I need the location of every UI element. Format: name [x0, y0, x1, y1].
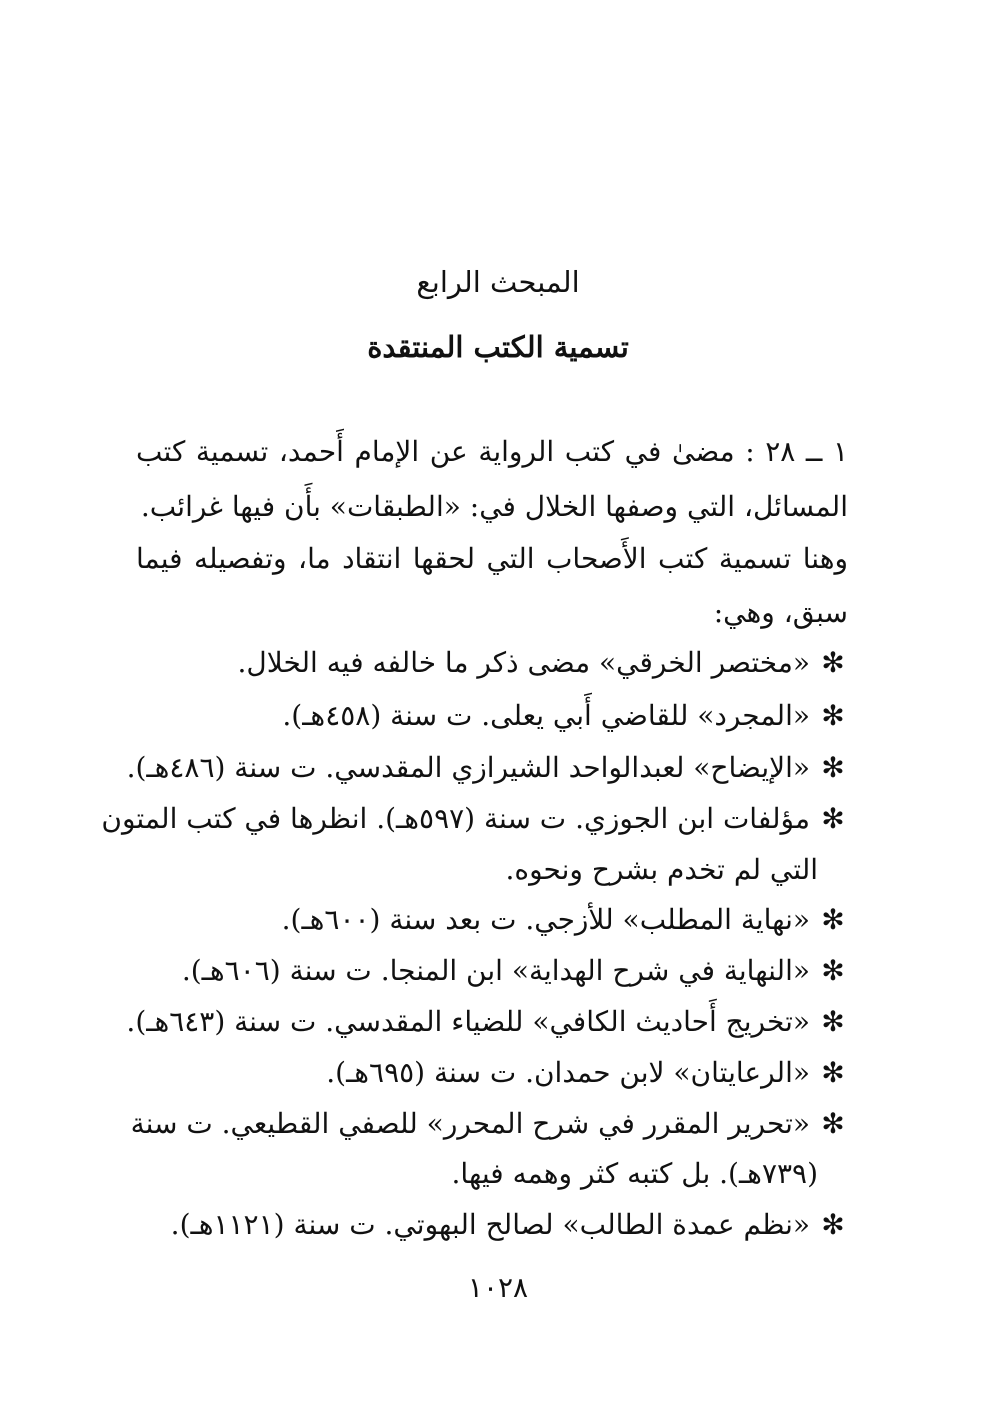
- asterisk-icon: ✻: [821, 954, 845, 987]
- list-item-text: «مختصر الخرقي» مضى ذكر ما خالفه فيه الخلال.: [237, 646, 810, 679]
- list-item-continuation: التي لم تخدم بشرح ونحوه.: [505, 853, 818, 886]
- list-item-text: «المجرد» للقاضي أَبي يعلى. ت سنة (٤٥٨هـ).: [282, 699, 810, 732]
- list-item: [130, 1104, 848, 1144]
- list-item: [126, 748, 848, 788]
- list-item-continuation: (٧٣٩هـ). بل كتبه كثر وهمه فيها.: [451, 1157, 818, 1190]
- asterisk-icon: ✻: [821, 751, 845, 784]
- asterisk-icon: ✻: [821, 1056, 845, 1089]
- list-item-text: «الإيضاح» لعبدالواحد الشيرازي المقدسي. ت سنة (٤٨٦هـ).: [126, 751, 810, 784]
- asterisk-icon: ✻: [821, 1107, 845, 1140]
- list-item-text: «الرعايتان» لابن حمدان. ت سنة (٦٩٥هـ).: [326, 1056, 810, 1089]
- list-item-text: «نهاية المطلب» للأزجي. ت بعد سنة (٦٠٠هـ).: [281, 903, 810, 936]
- list-item-text: «النهاية في شرح الهداية» ابن المنجا. ت سنة (٦٠٦هـ).: [181, 954, 810, 987]
- list-item: [136, 696, 848, 736]
- list-item-text: «تحرير المقرر في شرح المحرر» للصفي القطيعي. ت سنة: [130, 1107, 810, 1140]
- asterisk-icon: ✻: [821, 699, 845, 732]
- intro-line-4: سبق، وهي:: [713, 596, 848, 629]
- asterisk-icon: ✻: [821, 903, 845, 936]
- page-number: ١٠٢٨: [467, 1271, 529, 1304]
- list-item: [126, 1002, 848, 1042]
- list-item-text: مؤلفات ابن الجوزي. ت سنة (٥٩٧هـ). انظرها في كتب المتون: [101, 802, 810, 835]
- list-item: [101, 799, 848, 839]
- section-title: المبحث الرابع: [416, 265, 580, 299]
- intro-line-1: ١ ــ ٢٨ : مضىٰ في كتب الرواية عن الإمام أَحمد، تسمية كتب: [136, 435, 848, 468]
- list-item-text: «تخريج أَحاديث الكافي» للضياء المقدسي. ت سنة (٦٤٣هـ).: [126, 1005, 810, 1038]
- list-item-text: «نظم عمدة الطالب» لصالح البهوتي. ت سنة (١١٢١هـ).: [170, 1208, 810, 1241]
- asterisk-icon: ✻: [821, 802, 845, 835]
- list-item: [136, 1053, 848, 1093]
- section-subtitle: تسمية الكتب المنتقدة: [367, 330, 629, 364]
- list-item: [136, 1205, 848, 1245]
- list-item: [136, 643, 848, 683]
- intro-line-3: وهنا تسمية كتب الأَصحاب التي لحقها انتقاد ما، وتفصيله فيما: [136, 542, 848, 575]
- asterisk-icon: ✻: [821, 1208, 845, 1241]
- list-item: [136, 900, 848, 940]
- asterisk-icon: ✻: [821, 1005, 845, 1038]
- list-item: [136, 951, 848, 991]
- asterisk-icon: ✻: [821, 646, 845, 679]
- intro-line-2: المسائل، التي وصفها الخلال في: «الطبقات» بأَن فيها غرائب.: [140, 490, 848, 523]
